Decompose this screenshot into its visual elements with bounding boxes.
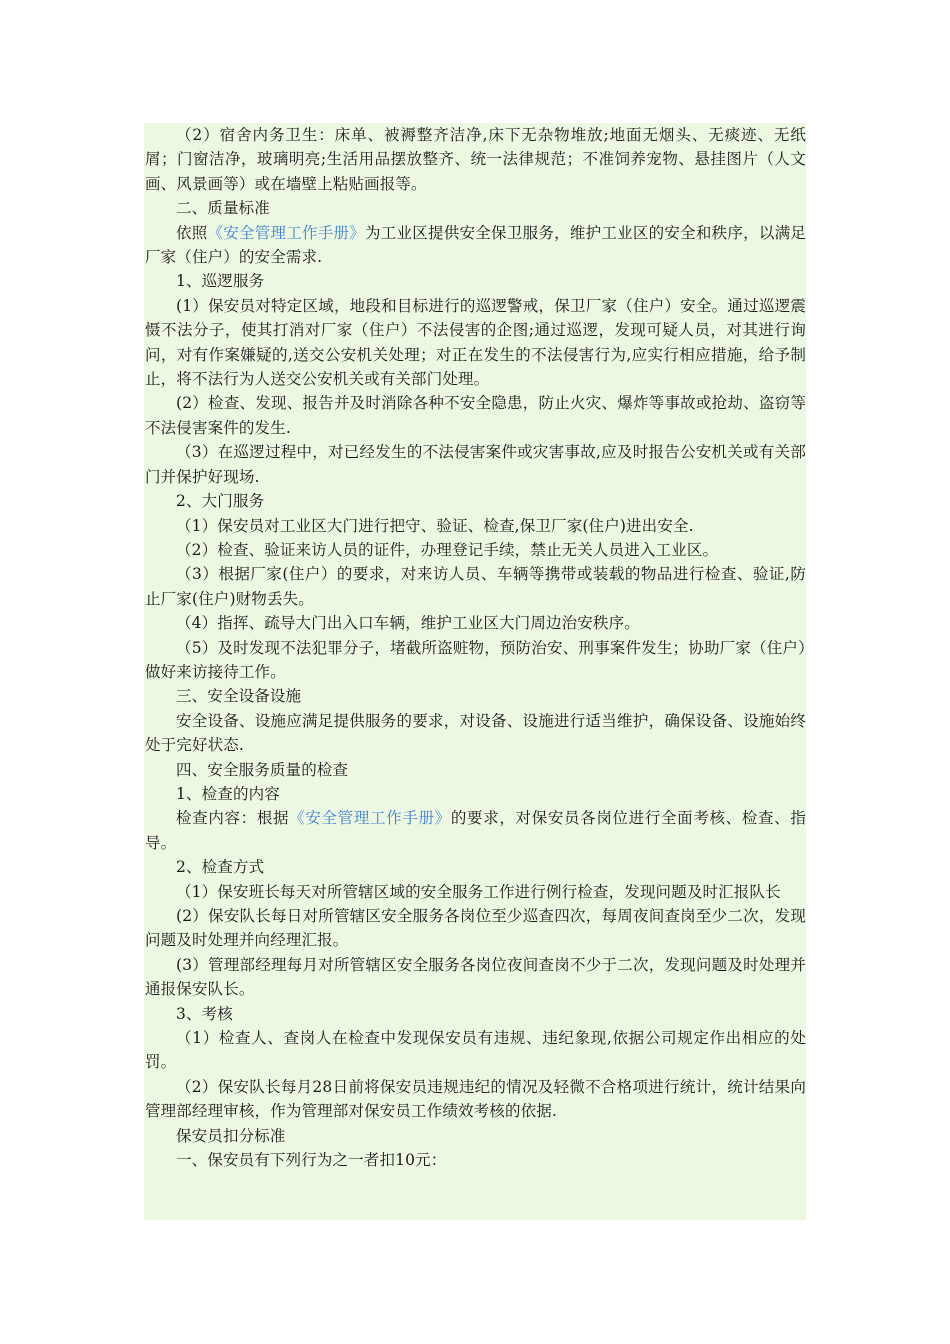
document-content-block (144, 123, 806, 1220)
heading-safety-equipment: 三、安全设备设施 (176, 687, 302, 706)
paragraph-dormitory-hygiene: （2）宿舍内务卫生：床单、被褥整齐洁净,床下无杂物堆放;地面无烟头、无痰迹、无纸屑；门窗洁净，玻璃明亮;生活用品摆放整齐、统一法律规范；不准饲养宠物、悬挂图片（人文画、风景画等）或在墙壁上粘贴画报等。 (145, 126, 806, 193)
heading-deduction-standard: 保安员扣分标准 (176, 1126, 286, 1145)
paragraph-gate-4: （4）指挥、疏导大门出入口车辆，维护工业区大门周边治安秩序。 (176, 614, 640, 633)
heading-inspection-method: 2、检查方式 (176, 858, 265, 877)
paragraph-patrol-3: （3）在巡逻过程中，对已经发生的不法侵害案件或灾害事故,应及时报告公安机关或有关部门并保护好现场. (145, 443, 806, 486)
text-segment: 的要求，对保安员各岗位进行全面考核、检查、指导。 (145, 809, 806, 852)
paragraph-safety-equipment: 安全设备、设施应满足提供服务的要求，对设备、设施进行适当维护，确保设备、设施始终处于完好状态. (145, 711, 806, 755)
manual-link[interactable]: 《安全管理工作手册》 (289, 809, 451, 828)
text-segment: 为工业区提供安全保卫服务，维护工业区的安全和秩序，以满足厂家（住户）的安全需求. (145, 223, 806, 267)
paragraph-gate-1: （1）保安员对工业区大门进行把守、验证、检查,保卫厂家(住户)进出安全. (176, 516, 694, 535)
text-segment: 依照 (176, 223, 208, 242)
heading-gate-service: 2、大门服务 (176, 492, 265, 511)
heading-assessment: 3、考核 (176, 1004, 233, 1023)
heading-inspection-content: 1、检查的内容 (176, 784, 280, 803)
manual-link[interactable]: 《安全管理工作手册》 (207, 223, 366, 242)
document-text (144, 123, 806, 1172)
paragraph-inspection-content (145, 806, 806, 855)
text-segment: 检查内容：根据 (176, 809, 290, 828)
paragraph-inspection-method-1: （1）保安班长每天对所管辖区域的安全服务工作进行例行检查，发现问题及时汇报队长 (176, 882, 781, 901)
paragraph-assessment-2: （2）保安队长每月28日前将保安员违规违纪的情况及轻微不合格项进行统计，统计结果向管理部经理审核，作为管理部对保安员工作绩效考核的依据. (145, 1077, 806, 1121)
heading-deduction-10: 一、保安员有下列行为之一者扣10元： (176, 1151, 447, 1170)
paragraph-assessment-1: （1）检查人、查岗人在检查中发现保安员有违规、违纪象现,依据公司规定作出相应的处罚。 (145, 1029, 806, 1072)
paragraph-patrol-2: (2）检查、发现、报告并及时消除各种不安全隐患，防止火灾、爆炸等事故或抢劫、盗窃等不法侵害案件的发生. (145, 394, 806, 437)
heading-patrol-service: 1、巡逻服务 (176, 272, 265, 291)
paragraph-gate-5: （5）及时发现不法犯罪分子，堵截所盗赃物，预防治安、刑事案件发生；协助厂家（住户）做好来访接待工作。 (145, 638, 806, 681)
paragraph-gate-3: （3）根据厂家(住户）的要求，对来访人员、车辆等携带或装载的物品进行检查、验证,防止厂家(住户)财物丢失。 (145, 565, 806, 608)
heading-quality-inspection: 四、安全服务质量的检查 (176, 760, 349, 779)
paragraph-security-service (145, 221, 806, 270)
paragraph-gate-2: （2）检查、验证来访人员的证件，办理登记手续，禁止无关人员进入工业区。 (176, 540, 719, 559)
paragraph-patrol-1: (1）保安员对特定区域，地段和目标进行的巡逻警戒，保卫厂家（住户）安全。通过巡逻震慑不法分子，使其打消对厂家（住户）不法侵害的企图;通过巡逻，发现可疑人员，对其进行询问，对有作案嫌疑的,送交公安机关处理；对正在发生的不法侵害行为,应实行相应措施，给予制止，将不法行为人送交公安机关或有关部门处理。 (145, 296, 806, 389)
paragraph-inspection-method-3: (3）管理部经理每月对所管辖区安全服务各岗位夜间查岗不少于二次，发现问题及时处理并通报保安队长。 (145, 955, 806, 999)
paragraph-inspection-method-2: (2）保安队长每日对所管辖区安全服务各岗位至少巡查四次，每周夜间查岗至少二次，发现问题及时处理并向经理汇报。 (145, 907, 806, 950)
heading-quality-standard: 二、质量标准 (176, 199, 270, 218)
